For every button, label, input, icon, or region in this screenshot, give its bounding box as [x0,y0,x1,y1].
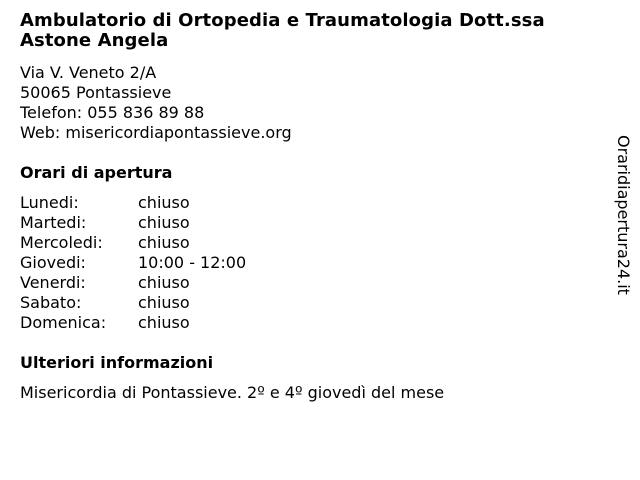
hours-row-friday [20,273,615,293]
info-text: Misericordia di Pontassieve. 2º e 4º giovedì del mese [20,383,445,402]
hours-time: 10:00 - 12:00 [138,253,247,272]
hours-time: chiuso [138,193,190,212]
hours-row-thursday [20,253,615,273]
hours-row-monday [20,193,615,213]
hours-row-sunday [20,313,615,333]
hours-day: Venerdi: [20,273,86,292]
hours-time: chiuso [138,213,190,232]
hours-time: chiuso [138,233,190,252]
website: Web: misericordiapontassieve.org [20,123,292,142]
address-city: 50065 Pontassieve [20,83,172,102]
address-street: Via V. Veneto 2/A [20,63,157,82]
business-card [20,11,615,403]
hours-time: chiuso [138,313,190,332]
business-title: Ambulatorio di Ortopedia e Traumatologia Dott.ssa Astone Angela [20,10,545,51]
address-block [20,63,615,143]
hours-heading: Orari di apertura [20,163,173,182]
hours-day: Sabato: [20,293,82,312]
hours-day: Martedi: [20,213,87,232]
hours-row-tuesday [20,213,615,233]
hours-time: chiuso [138,273,190,292]
site-watermark: Oraridiapertura24.it [614,135,633,295]
phone-number: Telefon: 055 836 89 88 [20,103,205,122]
hours-day: Giovedi: [20,253,86,272]
hours-table [20,193,615,333]
info-heading: Ulteriori informazioni [20,353,214,372]
hours-day: Domenica: [20,313,107,332]
hours-row-wednesday [20,233,615,253]
hours-row-saturday [20,293,615,313]
hours-time: chiuso [138,293,190,312]
hours-day: Mercoledi: [20,233,103,252]
hours-day: Lunedi: [20,193,79,212]
